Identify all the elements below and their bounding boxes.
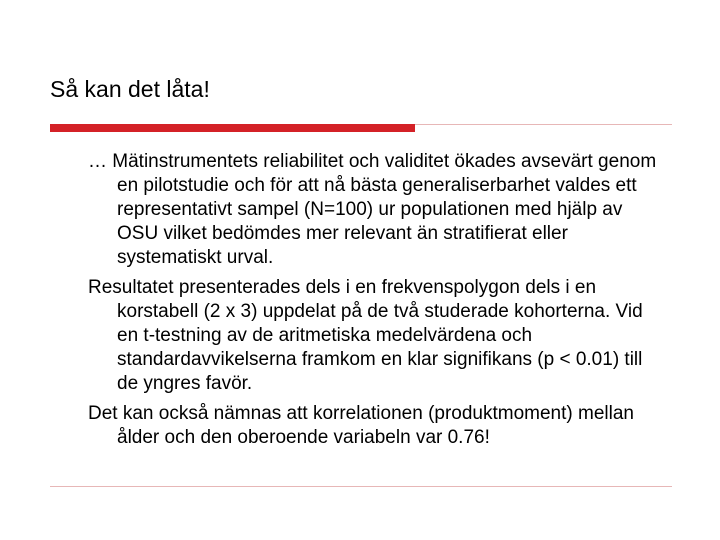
paragraph-correlation: Det kan också nämnas att korrelationen (produktmoment) mellan ålder och den oberoende variabeln var 0.76!	[88, 403, 634, 448]
paragraph-results: Resultatet presenterades dels i en frekvenspolygon dels i en korstabell (2 x 3) uppdelat på de två studerade kohorterna. Vid en t-testning av de aritmetiska medelvärdena och standardavvikelserna framkom en klar signifikans (p < 0.01) till de yngres favör.	[88, 277, 643, 394]
slide-body	[88, 150, 663, 456]
title-accent-bar	[50, 124, 415, 132]
paragraph-methods: … Mätinstrumentets reliabilitet och validitet ökades avsevärt genom en pilotstudie och för att nå bästa generaliserbarhet valdes ett representativt sampel (N=100) ur populationen med hjälp av OSU vilket bedömdes mer relevant än stratifierat eller systematiskt urval.	[88, 151, 657, 268]
slide-title: Så kan det låta!	[50, 76, 210, 102]
footer-divider-line	[50, 486, 672, 487]
